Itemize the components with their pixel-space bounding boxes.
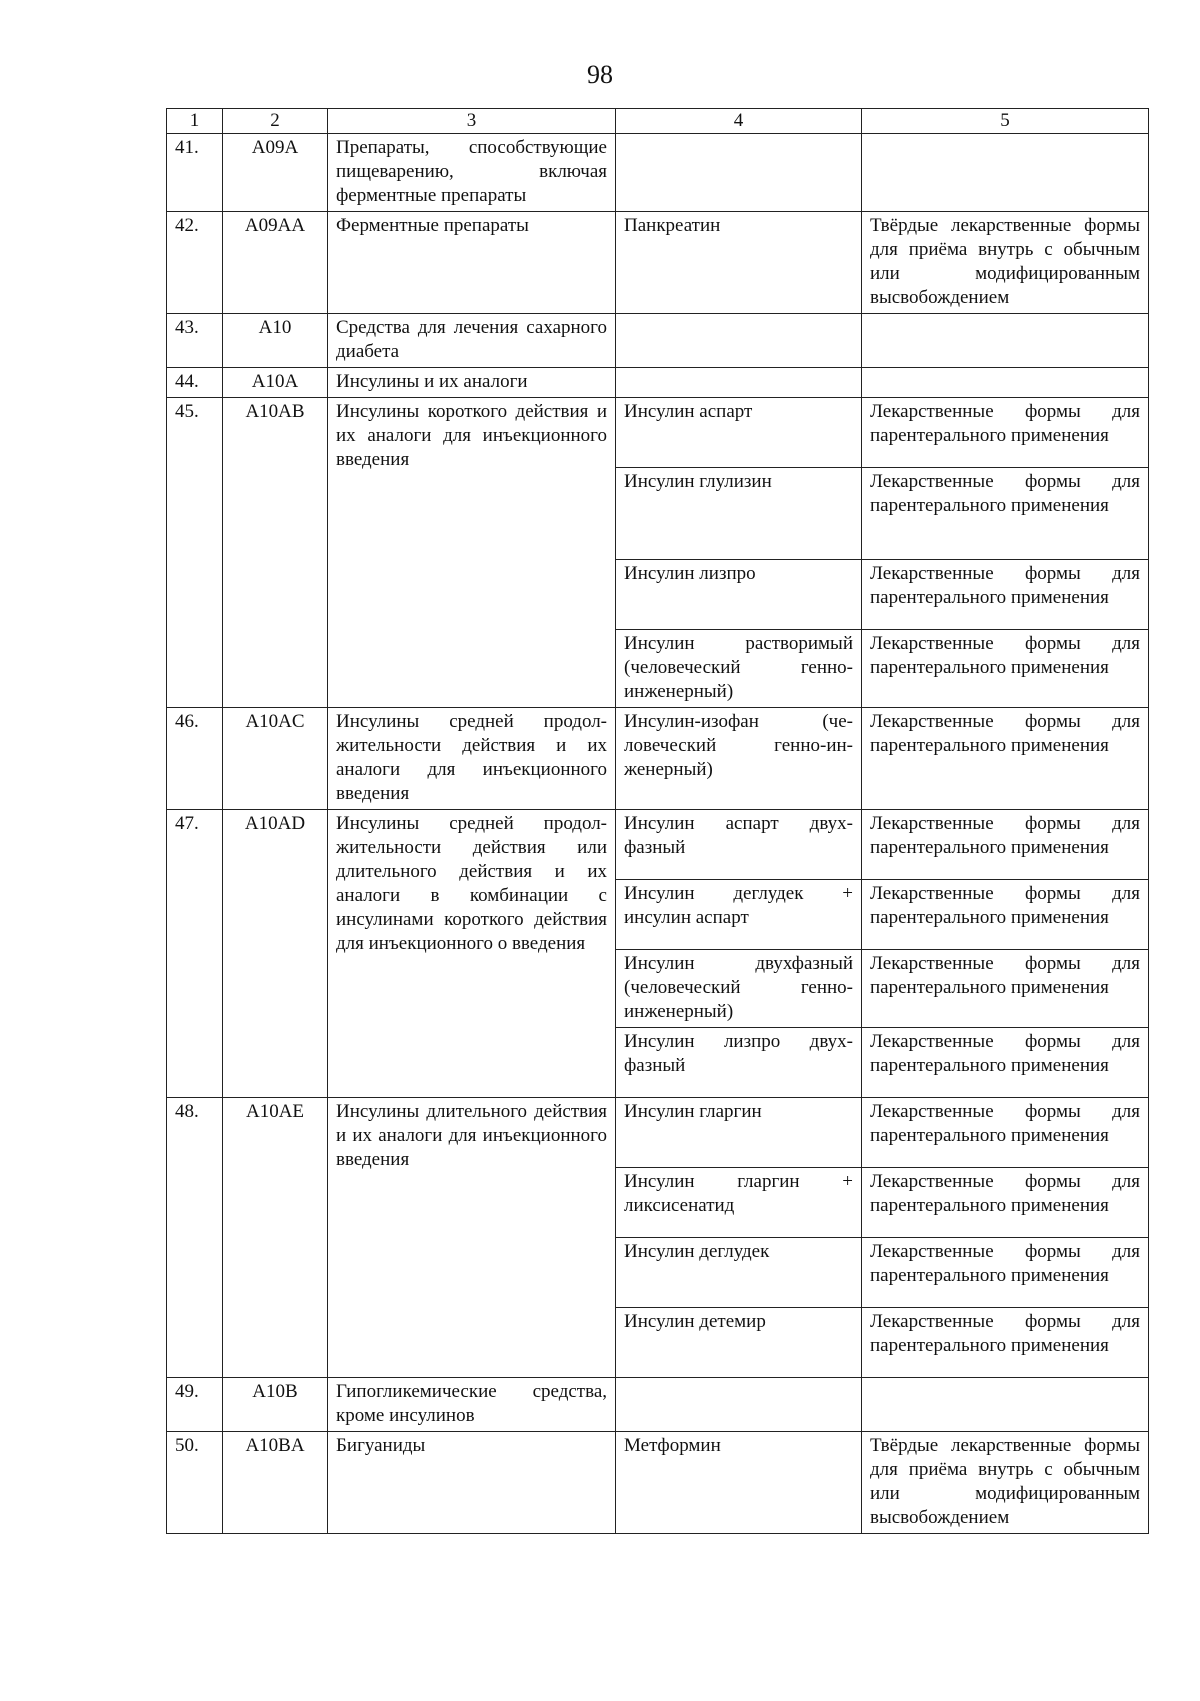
- atc-group-name: Инсулины и их аналоги: [328, 368, 616, 398]
- dosage-form: Лекарственные формы для парентерального применения: [862, 1168, 1149, 1238]
- atc-group-name: Бигуаниды: [328, 1432, 616, 1534]
- atc-group-name: Инсулины средней продолжительности действия и их аналоги для инъекционного введения: [328, 708, 616, 810]
- dosage-form: Лекарственные формы для парентерального применения: [862, 560, 1149, 630]
- atc-code: A10AD: [223, 810, 328, 1098]
- drug-name: Инсулин лизпро: [616, 560, 862, 630]
- column-header: 2: [223, 109, 328, 134]
- atc-group-name: Препараты, способствующие пищеварению, включая ферментные препараты: [328, 134, 616, 212]
- row-number: 43.: [167, 314, 223, 368]
- dosage-form: Лекарственные формы для парентерального применения: [862, 1098, 1149, 1168]
- dosage-form: Лекарственные формы для парентерального применения: [862, 1238, 1149, 1308]
- page-number: 98: [587, 60, 613, 89]
- table-row: [167, 708, 1149, 810]
- table-row: [167, 810, 1149, 880]
- drug-name: Инсулин-изофан (человеческий генно-инженерный): [616, 708, 862, 810]
- column-number-row: [167, 109, 1149, 134]
- atc-code: A10AC: [223, 708, 328, 810]
- drug-name: Инсулин двухфазный (человеческий генно-инженерный): [616, 950, 862, 1028]
- dosage-form: Лекарственные формы для парентерального применения: [862, 810, 1149, 880]
- atc-code: A10B: [223, 1378, 328, 1432]
- column-header: 1: [167, 109, 223, 134]
- drug-name: [616, 134, 862, 212]
- drug-name: Инсулин гларгин + ликсисенатид: [616, 1168, 862, 1238]
- drug-name: [616, 314, 862, 368]
- dosage-form: [862, 314, 1149, 368]
- drug-name: Инсулин глулизин: [616, 468, 862, 560]
- drug-name: Инсулин лизпро двухфазный: [616, 1028, 862, 1098]
- dosage-form: Твёрдые лекарственные формы для приёма внутрь с обычным или модифицированным высвобождением: [862, 212, 1149, 314]
- drug-name: Инсулин аспарт: [616, 398, 862, 468]
- atc-group-name: Инсулины длительного действия и их аналоги для инъекционного введения: [328, 1098, 616, 1378]
- row-number: 42.: [167, 212, 223, 314]
- drug-name: Инсулин растворимый (человеческий генно-инженерный): [616, 630, 862, 708]
- dosage-form: Твёрдые лекарственные формы для приёма внутрь с обычным или модифицированным высвобождением: [862, 1432, 1149, 1534]
- table-row: [167, 1098, 1149, 1168]
- dosage-form: [862, 134, 1149, 212]
- drug-name: Метформин: [616, 1432, 862, 1534]
- dosage-form: [862, 368, 1149, 398]
- table-row: [167, 1432, 1149, 1534]
- atc-code: A10A: [223, 368, 328, 398]
- atc-code: A09AA: [223, 212, 328, 314]
- row-number: 50.: [167, 1432, 223, 1534]
- atc-code: A10AB: [223, 398, 328, 708]
- drug-name: [616, 1378, 862, 1432]
- row-number: 47.: [167, 810, 223, 1098]
- table-row: [167, 212, 1149, 314]
- atc-group-name: Ферментные препараты: [328, 212, 616, 314]
- dosage-form: Лекарственные формы для парентерального применения: [862, 880, 1149, 950]
- dosage-form: Лекарственные формы для парентерального применения: [862, 950, 1149, 1028]
- atc-group-name: Средства для лечения сахарного диабета: [328, 314, 616, 368]
- dosage-form: Лекарственные формы для парентерального применения: [862, 708, 1149, 810]
- row-number: 49.: [167, 1378, 223, 1432]
- dosage-form: Лекарственные формы для парентерального применения: [862, 1028, 1149, 1098]
- drug-name: Инсулин деглудек + инсулин аспарт: [616, 880, 862, 950]
- drug-name: Панкреатин: [616, 212, 862, 314]
- row-number: 44.: [167, 368, 223, 398]
- row-number: 46.: [167, 708, 223, 810]
- column-header: 4: [616, 109, 862, 134]
- table-row: [167, 398, 1149, 468]
- atc-code: A09A: [223, 134, 328, 212]
- dosage-form: Лекарственные формы для парентерального применения: [862, 398, 1149, 468]
- row-number: 45.: [167, 398, 223, 708]
- table-row: [167, 368, 1149, 398]
- atc-group-name: Инсулины короткого действия и их аналоги для инъекционного введения: [328, 398, 616, 708]
- drug-name: Инсулин деглудек: [616, 1238, 862, 1308]
- column-header: 5: [862, 109, 1149, 134]
- table-body: [167, 134, 1149, 1534]
- drug-name: [616, 368, 862, 398]
- dosage-form: Лекарственные формы для парентерального применения: [862, 630, 1149, 708]
- dosage-form: [862, 1378, 1149, 1432]
- atc-code: A10AE: [223, 1098, 328, 1378]
- table-row: [167, 134, 1149, 212]
- dosage-form: Лекарственные формы для парентерального применения: [862, 1308, 1149, 1378]
- table-row: [167, 314, 1149, 368]
- atc-code: A10: [223, 314, 328, 368]
- dosage-form: Лекарственные формы для парентерального применения: [862, 468, 1149, 560]
- drug-name: Инсулин аспарт двухфазный: [616, 810, 862, 880]
- atc-code: A10BA: [223, 1432, 328, 1534]
- row-number: 41.: [167, 134, 223, 212]
- medicines-table: [166, 108, 1149, 1534]
- row-number: 48.: [167, 1098, 223, 1378]
- atc-group-name: Инсулины средней продолжительности действия или длительного действия и их аналоги в комбинации с инсулинами короткого действия для инъекционного о введения: [328, 810, 616, 1098]
- drug-name: Инсулин гларгин: [616, 1098, 862, 1168]
- atc-group-name: Гипогликемические средства, кроме инсулинов: [328, 1378, 616, 1432]
- table-row: [167, 1378, 1149, 1432]
- drug-name: Инсулин детемир: [616, 1308, 862, 1378]
- column-header: 3: [328, 109, 616, 134]
